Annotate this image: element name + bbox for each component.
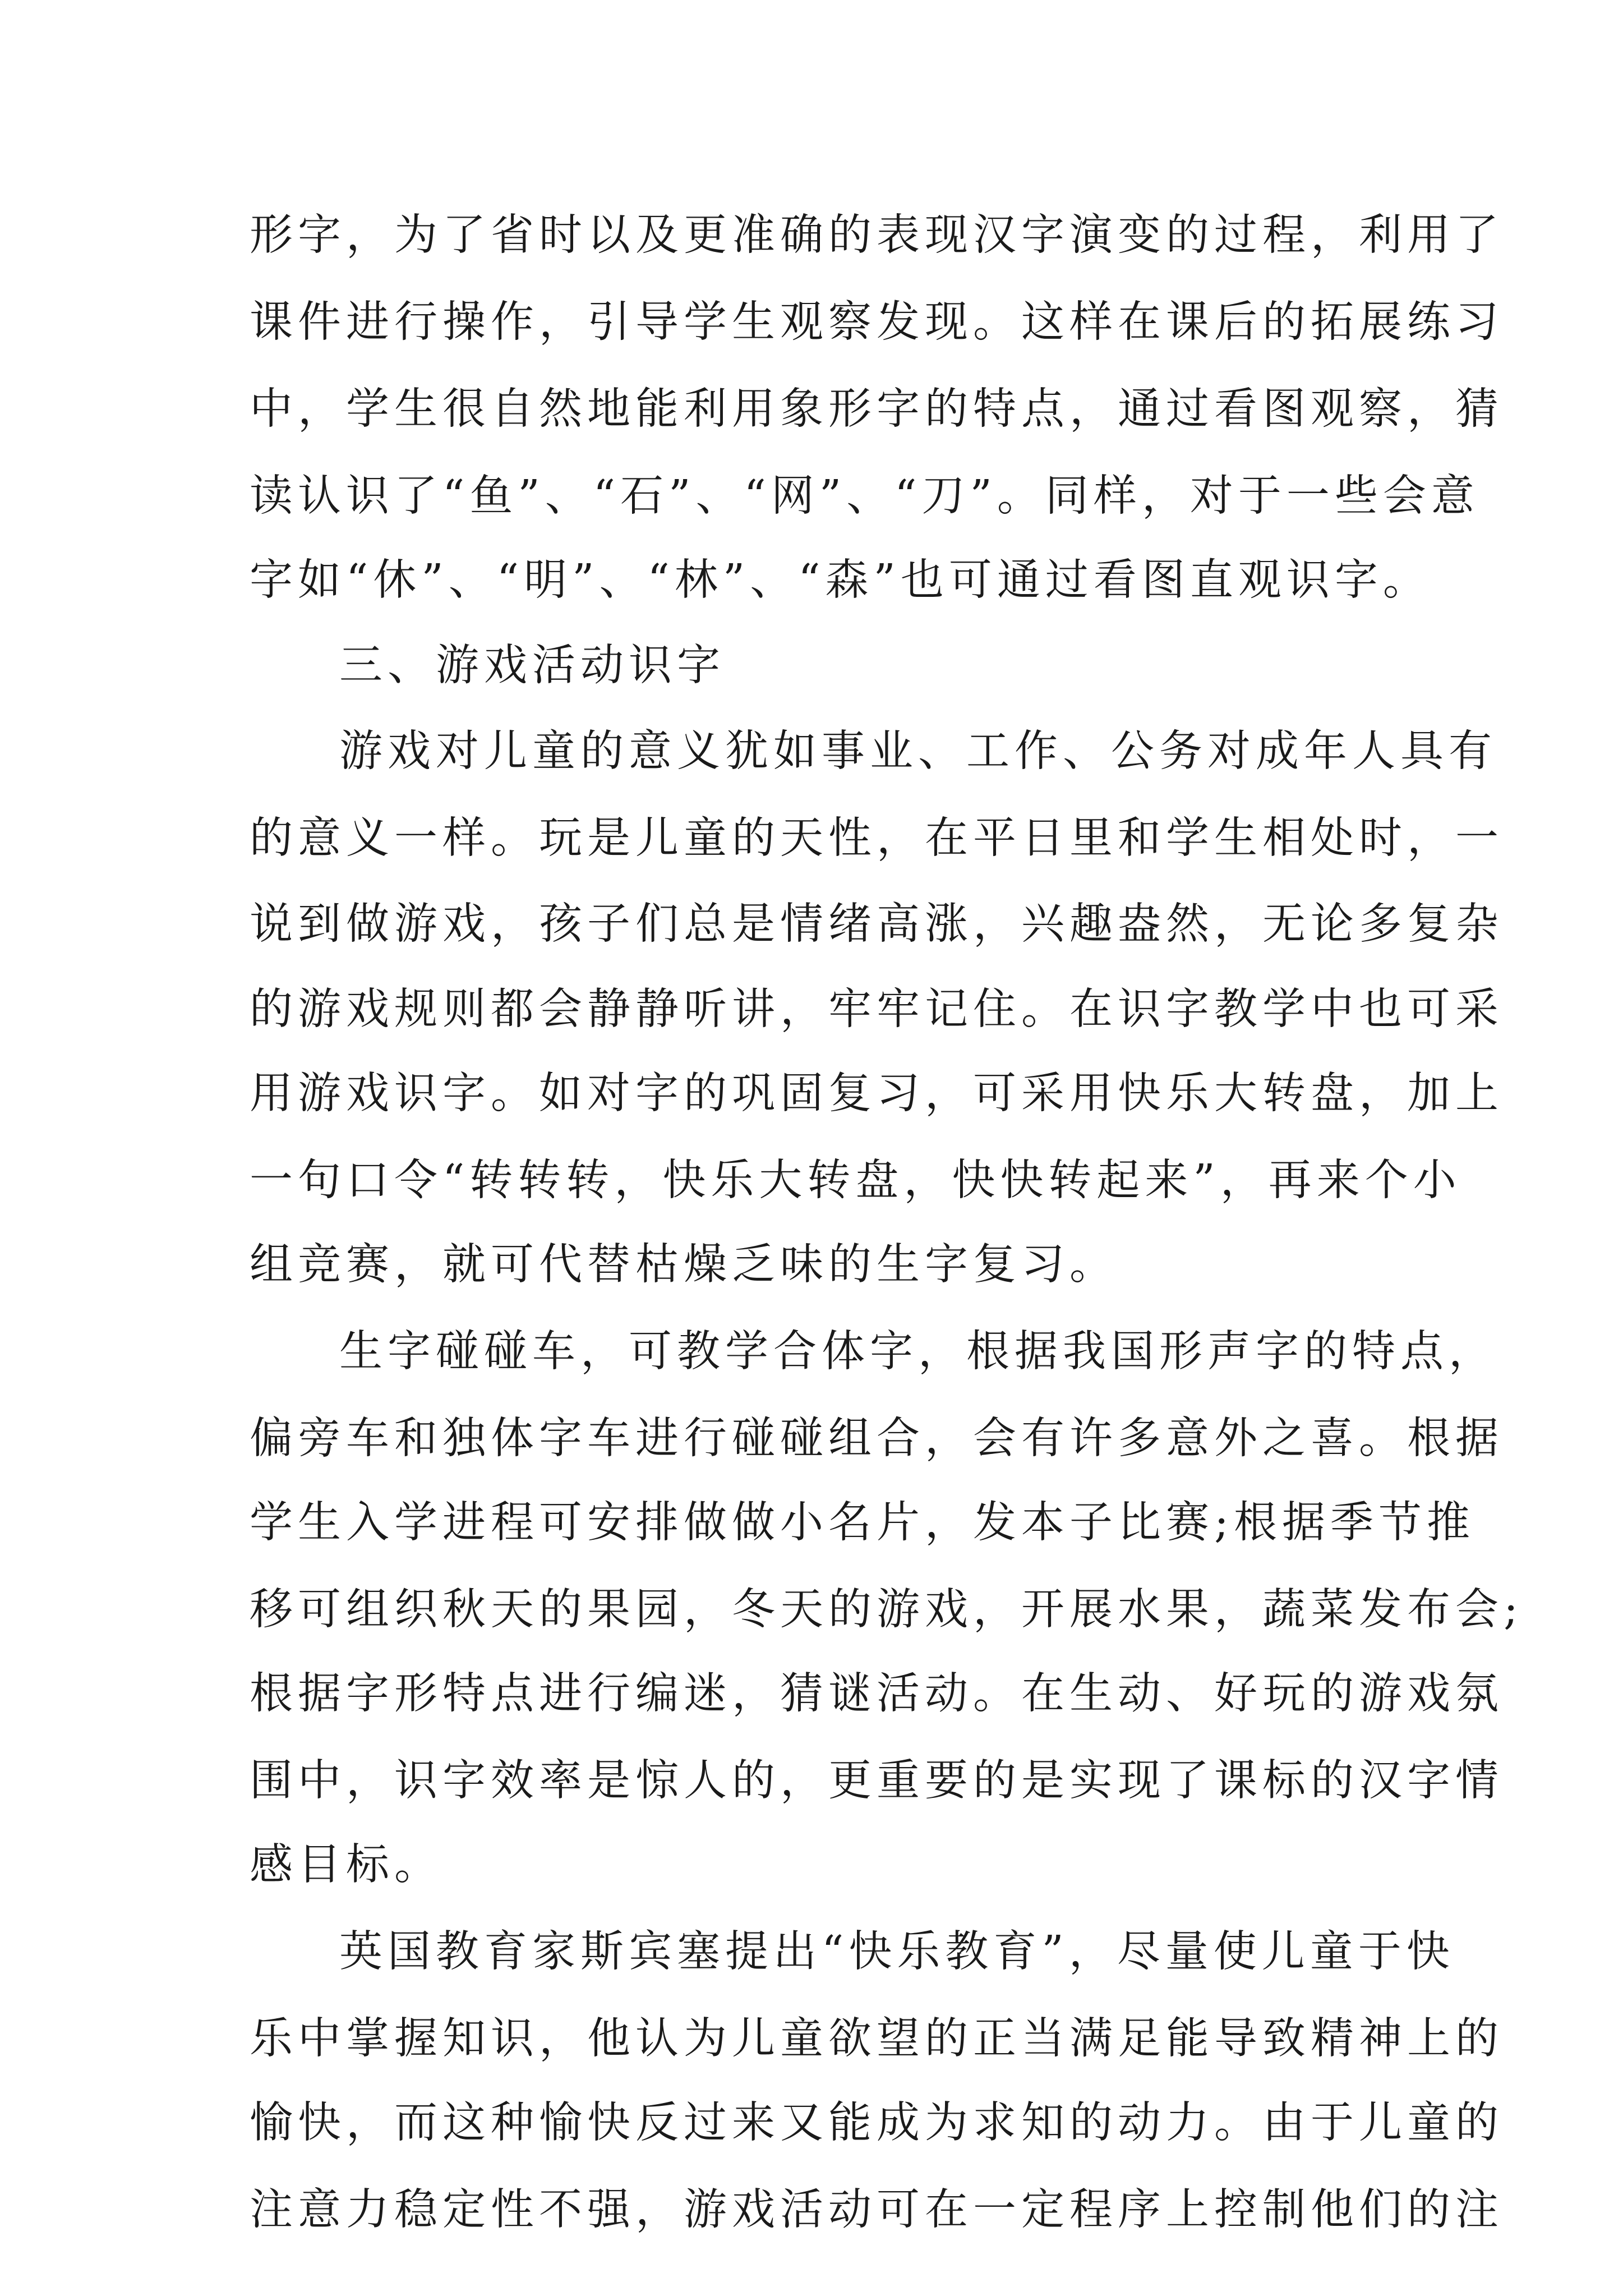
text-line: 一句口令“转转转，快乐大转盘，快快转起来”，再来个小 — [250, 1156, 1461, 1205]
text-line: 愉快，而这种愉快反过来又能成为求知的动力。由于儿童的 — [250, 2098, 1504, 2148]
text-line: 字如“休”、“明”、“林”、“森”也可通过看图直观识字。 — [250, 555, 1431, 605]
text-line: 用游戏识字。如对字的巩固复习，可采用快乐大转盘，加上 — [250, 1069, 1504, 1119]
text-line: 游戏对儿童的意义犹如事业、工作、公务对成年人具有 — [339, 726, 1497, 776]
text-line: 移可组织秋天的果园，冬天的游戏，开展水果，蔬菜发布会; — [250, 1585, 1523, 1635]
text-line: 英国教育家斯宾塞提出“快乐教育”，尽量使儿童于快 — [339, 1927, 1455, 1977]
text-line: 中，学生很自然地能利用象形字的特点，通过看图观察，猜 — [250, 384, 1504, 434]
text-line: 学生入学进程可安排做做小名片，发本子比赛;根据季节推 — [250, 1498, 1475, 1548]
text-line: 读认识了“鱼”、“石”、“网”、“刀”。同样，对于一些会意 — [250, 471, 1479, 521]
text-line: 感目标。 — [250, 1840, 442, 1890]
text-line: 乐中掌握知识，他认为儿童欲望的正当满足能导致精神上的 — [250, 2014, 1504, 2064]
text-line: 围中，识字效率是惊人的，更重要的是实现了课标的汉字情 — [250, 1756, 1504, 1806]
section-heading: 三、游戏活动识字 — [339, 641, 725, 691]
text-line: 注意力稳定性不强，游戏活动可在一定程序上控制他们的注 — [250, 2185, 1504, 2235]
text-line: 根据字形特点进行编迷，猜谜活动。在生动、好玩的游戏氛 — [250, 1669, 1504, 1719]
text-line: 形字，为了省时以及更准确的表现汉字演变的过程，利用了 — [250, 210, 1504, 260]
text-line: 的游戏规则都会静静听讲，牢牢记住。在识字教学中也可采 — [250, 984, 1504, 1034]
text-line: 偏旁车和独体字车进行碰碰组合，会有许多意外之喜。根据 — [250, 1414, 1504, 1464]
text-line: 说到做游戏，孩子们总是情绪高涨，兴趣盎然，无论多复杂 — [250, 899, 1504, 949]
text-line: 生字碰碰车，可教学合体字，根据我国形声字的特点， — [339, 1327, 1497, 1377]
text-line: 的意义一样。玩是儿童的天性，在平日里和学生相处时，一 — [250, 813, 1504, 863]
text-line: 课件进行操作，引导学生观察发现。这样在课后的拓展练习 — [250, 297, 1504, 347]
text-line: 组竞赛，就可代替枯燥乏味的生字复习。 — [250, 1240, 1118, 1290]
